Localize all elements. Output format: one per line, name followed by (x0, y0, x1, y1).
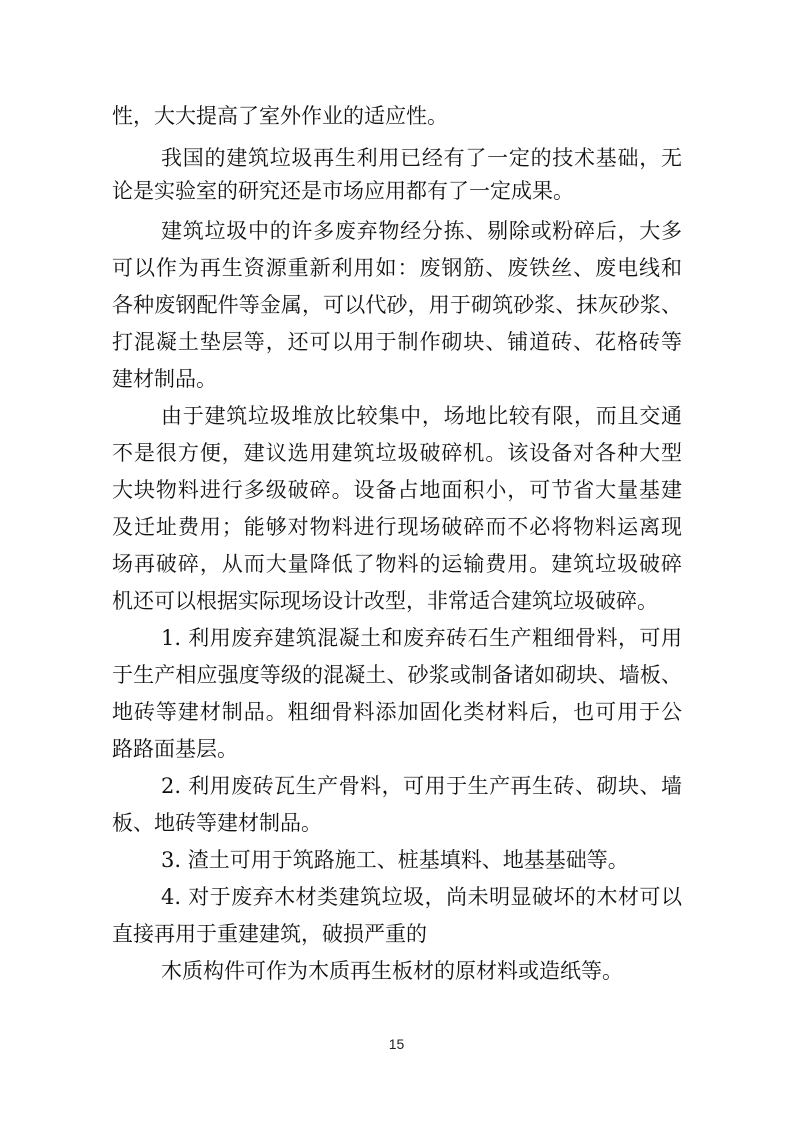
text-line-18: 路路面基层。 (112, 737, 238, 761)
text-line-6: 各种废钢配件等金属，可以代砂，用于砌筑砂浆、抹灰砂浆、 (112, 293, 682, 317)
text-line-9: 由于建筑垃圾堆放比较集中，场地比较有限，而且交通 (161, 404, 682, 428)
text-line-24: 木质构件可作为木质再生板材的原材料或造纸等。 (161, 959, 623, 983)
text-line-8: 建材制品。 (112, 367, 217, 391)
text-line-23: 直接再用于重建建筑，破损严重的 (112, 922, 427, 946)
text-line-20: 板、地砖等建材制品。 (112, 811, 322, 835)
text-line-2: 我国的建筑垃圾再生利用已经有了一定的技术基础，无 (161, 146, 682, 170)
text-line-1: 性，大大提高了室外作业的适应性。 (112, 104, 448, 128)
page-number: 15 (388, 1036, 405, 1052)
text-line-3: 论是实验室的研究还是市场应用都有了一定成果。 (112, 179, 574, 203)
text-line-16: 于生产相应强度等级的混凝土、砂浆或制备诸如砌块、墙板、 (112, 663, 682, 687)
text-line-15: 1. 利用废弃建筑混凝土和废弃砖石生产粗细骨料，可用 (161, 626, 682, 650)
text-line-4: 建筑垃圾中的许多废弃物经分拣、剔除或粉碎后，大多 (161, 219, 682, 243)
text-line-11: 大块物料进行多级破碎。设备占地面积小，可节省大量基建 (112, 478, 682, 502)
text-line-21: 3. 渣土可用于筑路施工、桩基填料、地基基础等。 (161, 848, 629, 872)
text-line-7: 打混凝土垫层等，还可以用于制作砌块、铺道砖、花格砖等 (112, 330, 682, 354)
text-line-10: 不是很方便，建议选用建筑垃圾破碎机。该设备对各种大型 (112, 441, 682, 465)
text-line-17: 地砖等建材制品。粗细骨料添加固化类材料后，也可用于公 (112, 700, 682, 724)
text-line-14: 机还可以根据实际现场设计改型，非常适合建筑垃圾破碎。 (112, 589, 658, 613)
text-line-12: 及迁址费用；能够对物料进行现场破碎而不必将物料运离现 (112, 515, 682, 539)
text-line-13: 场再破碎，从而大量降低了物料的运输费用。建筑垃圾破碎 (112, 552, 682, 576)
text-line-5: 可以作为再生资源重新利用如：废钢筋、废铁丝、废电线和 (112, 256, 682, 280)
text-line-19: 2. 利用废砖瓦生产骨料，可用于生产再生砖、砌块、墙 (161, 774, 682, 798)
text-line-22: 4. 对于废弃木材类建筑垃圾，尚未明显破坏的木材可以 (161, 885, 682, 909)
